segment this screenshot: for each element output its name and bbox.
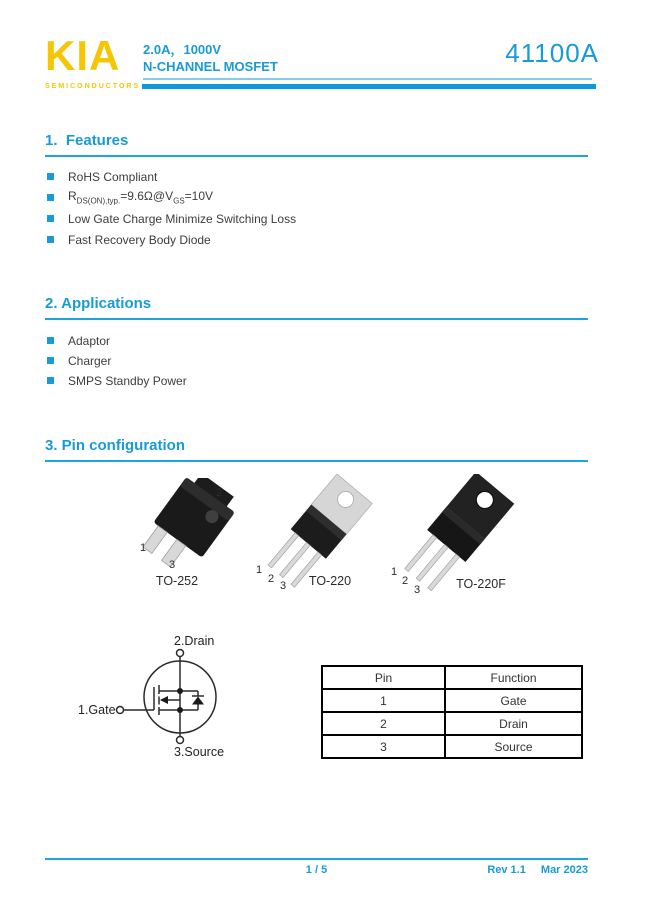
page-number: 1 / 5 bbox=[305, 864, 328, 876]
bullet-square-icon bbox=[47, 194, 54, 201]
bullet-square-icon bbox=[47, 337, 54, 344]
function-cell: Source bbox=[445, 735, 582, 758]
pin-configuration-title: 3. Pin configuration bbox=[45, 437, 186, 454]
feature-item-gate-charge bbox=[47, 208, 296, 229]
source-label: 3.Source bbox=[174, 745, 225, 759]
device-rating: 2.0A，1000V bbox=[143, 42, 222, 57]
bullet-square-icon bbox=[47, 377, 54, 384]
pin-cell: 2 bbox=[322, 712, 445, 735]
application-text: Adaptor bbox=[68, 333, 111, 348]
pin-function-table bbox=[321, 665, 583, 759]
mosfet-symbol-lines bbox=[117, 650, 217, 744]
revision-label: Rev 1.1 bbox=[487, 864, 526, 876]
header-thin-divider bbox=[143, 78, 592, 80]
source-terminal-icon bbox=[177, 737, 184, 744]
feature-text: Low Gate Charge Minimize Switching Loss bbox=[68, 211, 297, 226]
drain-junction-dot bbox=[177, 688, 183, 694]
table-row bbox=[322, 689, 582, 712]
table-row bbox=[322, 735, 582, 758]
bullet-square-icon bbox=[47, 357, 54, 364]
kia-logo-subtext: SEMICONDUCTORS bbox=[45, 83, 141, 90]
header-thick-divider bbox=[142, 84, 596, 89]
to-220f-pin3-label: 3 bbox=[414, 584, 421, 596]
kia-logo: KIA bbox=[45, 32, 121, 79]
pin-cell: 3 bbox=[322, 735, 445, 758]
feature-item-rohs bbox=[47, 166, 157, 187]
mosfet-symbol-diagram bbox=[70, 630, 290, 790]
to-252-pin2-label: 2 bbox=[216, 487, 223, 499]
function-cell: Drain bbox=[445, 712, 582, 735]
to-220f-package-image bbox=[378, 474, 526, 600]
function-column-header: Function bbox=[445, 666, 582, 689]
pin-configuration-heading bbox=[45, 437, 588, 462]
feature-text: $R_{DS(ON),typ.}=9.6\Omega@V_{GS}=10V$ bbox=[68, 189, 214, 206]
body-arrow-icon bbox=[160, 696, 168, 704]
device-subtitle bbox=[143, 41, 278, 75]
drain-terminal-icon bbox=[177, 650, 184, 657]
to-220-pin2-label: 2 bbox=[268, 573, 275, 585]
revision-date: Mar 2023 bbox=[540, 864, 588, 876]
to-220-pin3-label: 3 bbox=[280, 580, 287, 592]
part-number: 41100A bbox=[505, 38, 599, 68]
application-item-charger bbox=[47, 350, 111, 371]
to-220-caption: TO-220 bbox=[308, 574, 352, 588]
features-heading bbox=[45, 132, 588, 157]
to-252-lead-1 bbox=[143, 526, 167, 554]
to-220-pin1-label: 1 bbox=[256, 564, 263, 576]
to-252-package-image bbox=[122, 478, 254, 596]
feature-text: Fast Recovery Body Diode bbox=[68, 232, 211, 247]
pin-column-header: Pin bbox=[322, 666, 445, 689]
table-row bbox=[322, 712, 582, 735]
footer-divider bbox=[45, 858, 588, 860]
body-diode-icon bbox=[192, 697, 204, 705]
source-junction-dot bbox=[177, 707, 183, 713]
table-header-row bbox=[322, 666, 582, 689]
bullet-square-icon bbox=[47, 173, 54, 180]
device-type: N-CHANNEL MOSFET bbox=[143, 59, 278, 74]
bullet-square-icon bbox=[47, 215, 54, 222]
feature-text: RoHS Compliant bbox=[68, 169, 158, 184]
revision-info bbox=[487, 864, 588, 876]
applications-title: 2. Applications bbox=[45, 295, 152, 312]
to-220-package-image bbox=[250, 474, 385, 596]
application-item-smps bbox=[47, 370, 187, 391]
feature-item-body-diode bbox=[47, 229, 211, 250]
pin-cell: 1 bbox=[322, 689, 445, 712]
to-252-pin3-label: 3 bbox=[169, 559, 176, 571]
to-252-caption: TO-252 bbox=[155, 574, 199, 588]
application-text: SMPS Standby Power bbox=[68, 373, 187, 388]
to-220f-caption: TO-220F bbox=[456, 577, 506, 591]
application-item-adaptor bbox=[47, 330, 110, 351]
applications-heading bbox=[45, 295, 588, 320]
bullet-square-icon bbox=[47, 236, 54, 243]
to-220f-pin1-label: 1 bbox=[391, 566, 398, 578]
application-text: Charger bbox=[68, 353, 112, 368]
to-252-pin1-label: 1 bbox=[140, 542, 147, 554]
features-title: 1. Features bbox=[45, 132, 129, 149]
to-252-body-group bbox=[138, 478, 242, 579]
to-220f-pin2-label: 2 bbox=[402, 575, 409, 587]
drain-label: 2.Drain bbox=[174, 634, 215, 648]
feature-item-rdson bbox=[47, 187, 213, 208]
gate-terminal-icon bbox=[117, 707, 124, 714]
function-cell: Gate bbox=[445, 689, 582, 712]
gate-label: 1.Gate bbox=[78, 703, 116, 717]
